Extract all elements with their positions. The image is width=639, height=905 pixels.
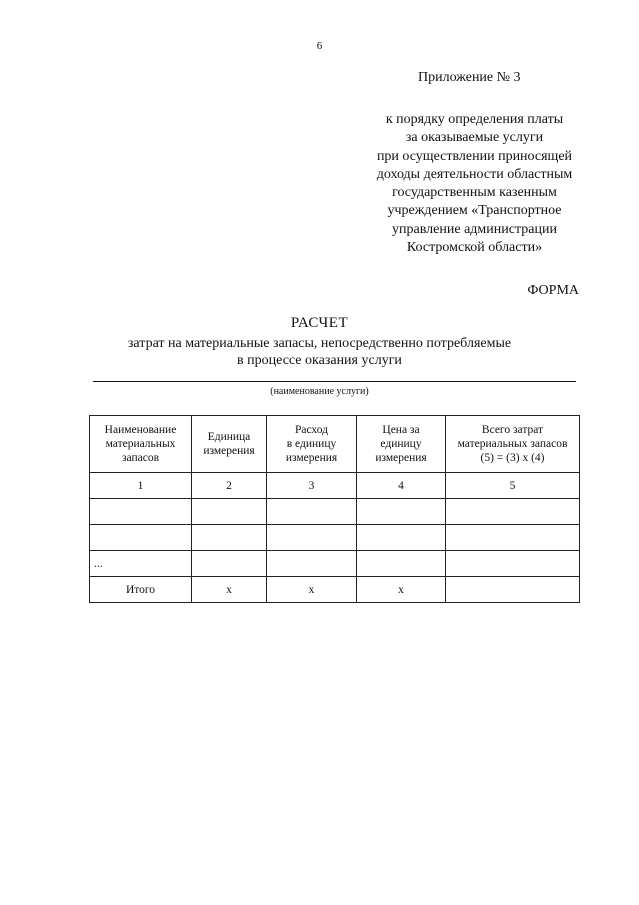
table-cell: x <box>267 577 357 603</box>
page-number: 6 <box>316 40 323 52</box>
header-line: Цена за <box>382 424 420 436</box>
table-cell <box>267 551 357 577</box>
header-line: измерения <box>375 452 427 464</box>
table-cell <box>192 499 267 525</box>
table-cell <box>446 525 580 551</box>
appendix-line: учреждением «Транспортное <box>387 203 562 219</box>
table-cell <box>192 525 267 551</box>
table-cell: Итого <box>90 577 192 603</box>
table-cell <box>357 525 446 551</box>
header-line: (5) = (3) x (4) <box>480 452 545 464</box>
appendix-line: управление администрации <box>392 221 557 237</box>
appendix-line: к порядку определения платы <box>385 112 564 127</box>
table-cell <box>90 525 192 551</box>
header-line: Расход <box>294 424 329 436</box>
materials-cost-table <box>89 415 580 603</box>
table-cell: x <box>192 577 267 603</box>
table-row <box>90 525 580 551</box>
header-line: запасов <box>121 452 160 464</box>
table-header-row <box>90 416 580 473</box>
header-line: материальных запасов <box>457 438 568 450</box>
appendix-line: за оказываемые услуги <box>405 130 544 146</box>
header-line: измерения <box>203 445 255 457</box>
appendix-line: при осуществлении приносящей <box>376 148 573 164</box>
header-consumption <box>267 416 357 473</box>
table-cell <box>192 551 267 577</box>
subtitle-line: затрат на материальные запасы, непосредственно потребляемые <box>127 336 512 351</box>
appendix-line: доходы деятельности областным <box>376 166 573 182</box>
table-row <box>90 499 580 525</box>
table-cell <box>357 499 446 525</box>
table-cell: ... <box>90 551 192 577</box>
header-material-name <box>90 416 192 473</box>
table-row <box>90 551 580 577</box>
appendix-line: государственным казенным <box>392 185 557 201</box>
column-numbering-row <box>90 473 580 499</box>
calculation-title: РАСЧЕТ <box>290 315 349 331</box>
table-cell: 3 <box>267 473 357 499</box>
header-line: в единицу <box>286 438 337 450</box>
appendix-line: Костромской области» <box>406 240 543 256</box>
table-cell: 4 <box>357 473 446 499</box>
calculation-subtitle <box>0 335 639 369</box>
form-label: ФОРМА <box>527 283 579 298</box>
header-line: измерения <box>285 452 338 464</box>
table-cell <box>267 525 357 551</box>
header-total-cost <box>446 416 580 473</box>
table-cell: 2 <box>192 473 267 499</box>
appendix-reference <box>362 111 587 257</box>
table-cell <box>446 577 580 603</box>
total-row <box>90 577 580 603</box>
table-cell <box>357 551 446 577</box>
header-line: материальных <box>105 438 176 450</box>
table-cell: 5 <box>446 473 580 499</box>
table-cell: x <box>357 577 446 603</box>
header-line: Единица <box>207 431 251 443</box>
service-name-caption: (наименование услуги) <box>270 386 369 397</box>
appendix-title: Приложение № 3 <box>418 70 521 85</box>
header-unit <box>192 416 267 473</box>
table-cell <box>90 499 192 525</box>
table-cell: 1 <box>90 473 192 499</box>
header-line: единицу <box>380 438 422 450</box>
table-cell <box>446 499 580 525</box>
table-cell <box>267 499 357 525</box>
header-unit-price <box>357 416 446 473</box>
table-cell <box>446 551 580 577</box>
service-name-line <box>93 381 576 382</box>
subtitle-line: в процессе оказания услуги <box>237 353 402 368</box>
header-line: Всего затрат <box>481 424 544 436</box>
header-line: Наименование <box>104 424 177 436</box>
